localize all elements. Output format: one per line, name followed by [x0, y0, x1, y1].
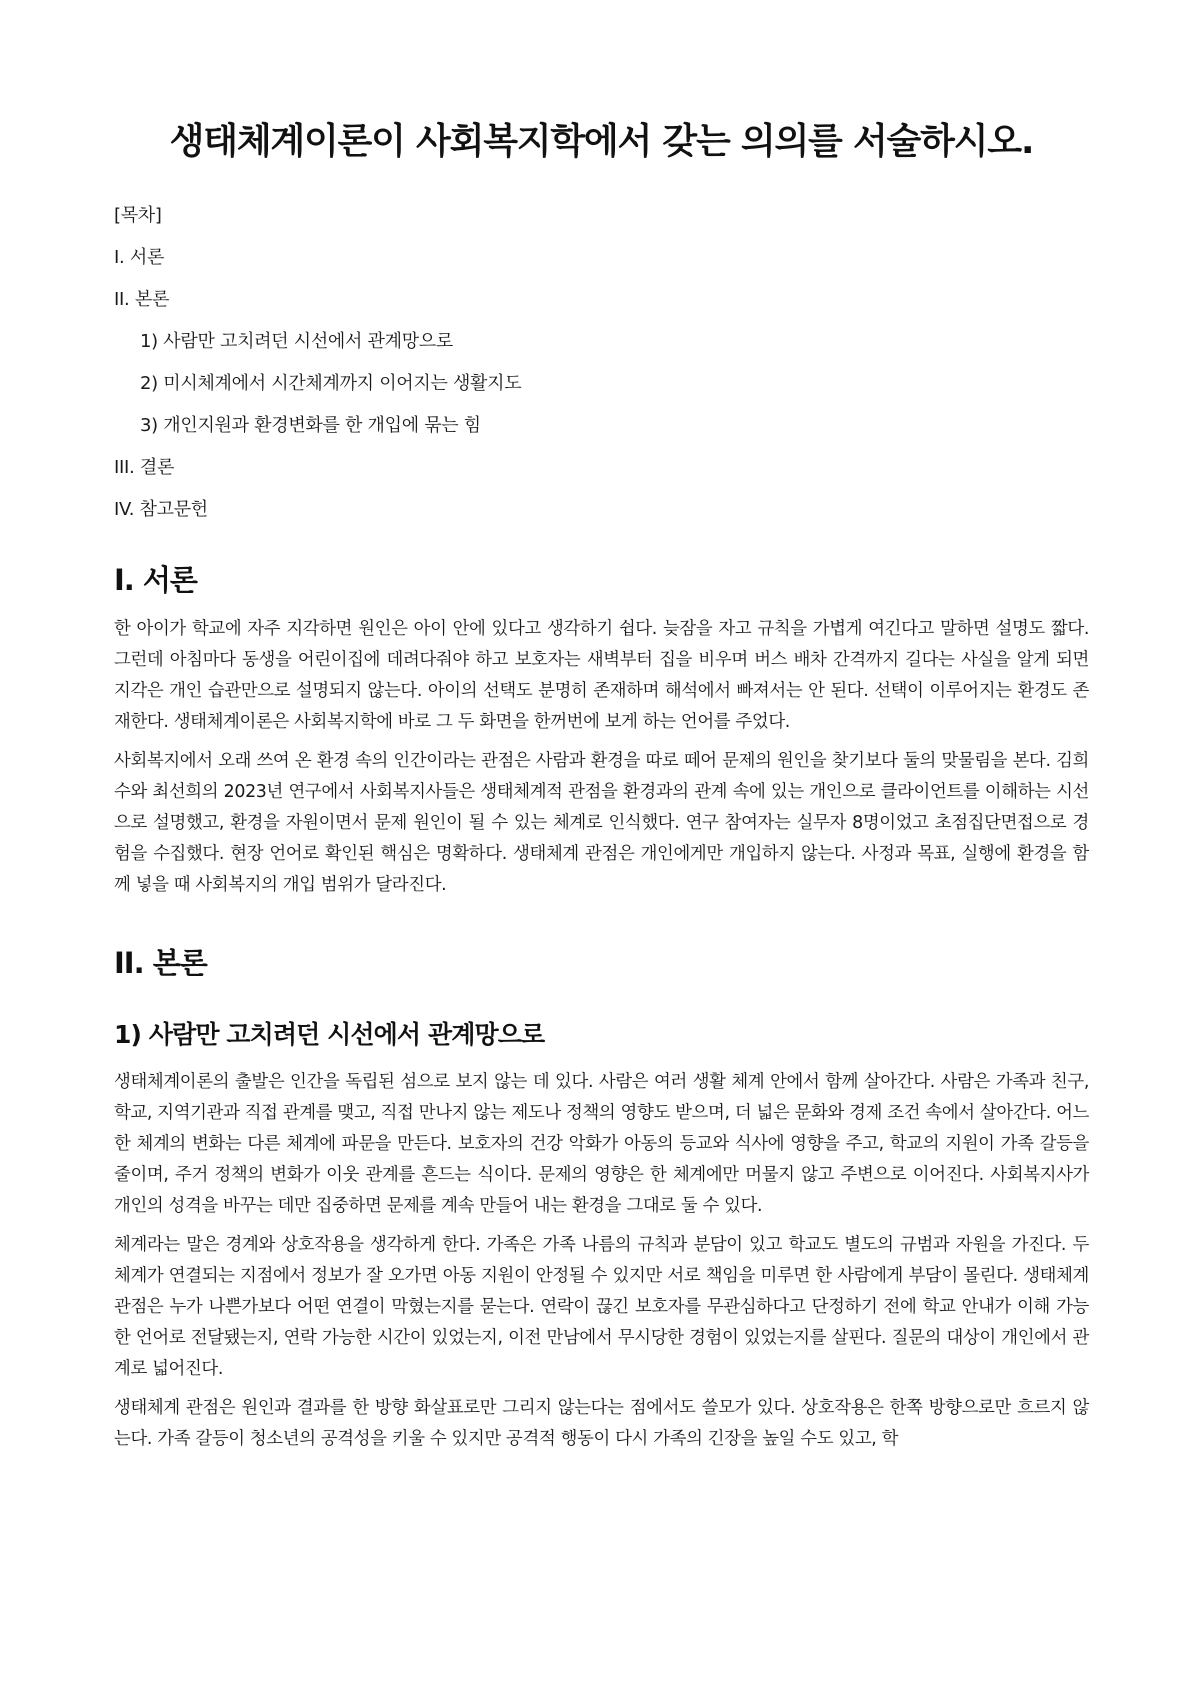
document-title: 생태체계이론이 사회복지학에서 갖는 의의를 서술하시오.	[169, 121, 1034, 162]
table-of-contents	[114, 204, 1089, 522]
section-heading-intro: I. 서론	[114, 563, 197, 597]
toc-item-intro: I. 서론	[114, 247, 165, 268]
section-intro	[114, 560, 1089, 901]
toc-item-body: II. 본론	[114, 289, 170, 310]
section-body	[114, 943, 1089, 1455]
toc-item-conclusion: III. 결론	[114, 457, 175, 478]
intro-paragraph-1: 한 아이가 학교에 자주 지각하면 원인은 아이 안에 있다고 생각하기 쉽다. 늦잠을 자고 규칙을 가볍게 여긴다고 말하면 설명도 짧다. 그런데 아침마다 동생을 어린이집에 데려다줘야 하고 보호자는 새벽부터 집을 비우며 버스 배차 간격까지 길다는 사실을 알게 되면 지각은 개인 습관만으로 설명되지 않는다. 아이의 선택도 분명히 존재하며 해석에서 빠져서는 안 된다. 선택이 이루어지는 환경도 존재한다. 생태체계이론은 사회복지학에 바로 그 두 화면을 한꺼번에 보게 하는 언어를 주었다.	[114, 619, 1089, 732]
body-paragraph-3: 생태체계 관점은 원인과 결과를 한 방향 화살표로만 그리지 않는다는 점에서도 쓸모가 있다. 상호작용은 한쪽 방향으로만 흐르지 않는다. 가족 갈등이 청소년의 공격성을 키울 수 있지만 공격적 행동이 다시 가족의 긴장을 높일 수도 있고, 학	[114, 1398, 1089, 1449]
toc-item-references: IV. 참고문헌	[114, 499, 208, 520]
toc-item-body-3: 3) 개인지원과 환경변화를 한 개입에 묶는 힘	[140, 415, 481, 436]
section-heading-body: II. 본론	[114, 946, 207, 980]
intro-paragraph-2: 사회복지에서 오래 쓰여 온 환경 속의 인간이라는 관점은 사람과 환경을 따로 떼어 문제의 원인을 찾기보다 둘의 맞물림을 본다. 김희수와 최선희의 2023년 연구에서 사회복지사들은 생태체계적 관점을 환경과의 관계 속에 있는 개인으로 클라이언트를 이해하는 시선으로 설명했고, 환경을 자원이면서 문제 원인이 될 수 있는 체계로 인식했다. 연구 참여자는 실무자 8명이었고 초점집단면접으로 경험을 수집했다. 현장 언어로 확인된 핵심은 명확하다. 생태체계 관점은 개인에게만 개입하지 않는다. 사정과 목표, 실행에 환경을 함께 넣을 때 사회복지의 개입 범위가 달라진다.	[114, 751, 1089, 895]
toc-heading: [목차]	[114, 205, 162, 226]
toc-item-body-1: 1) 사람만 고치려던 시선에서 관계망으로	[140, 331, 453, 352]
body-paragraph-2: 체계라는 말은 경계와 상호작용을 생각하게 한다. 가족은 가족 나름의 규칙과 분담이 있고 학교도 별도의 규범과 자원을 가진다. 두 체계가 연결되는 지점에서 정보가 잘 오가면 아동 지원이 안정될 수 있지만 서로 책임을 미루면 한 사람에게 부담이 몰린다. 생태체계 관점은 누가 나쁜가보다 어떤 연결이 막혔는지를 묻는다. 연락이 끊긴 보호자를 무관심하다고 단정하기 전에 학교 안내가 이해 가능한 언어로 전달됐는지, 연락 가능한 시간이 있었는지, 이전 만남에서 무시당한 경험이 있었는지를 살핀다. 질문의 대상이 개인에서 관계로 넓어진다.	[114, 1235, 1089, 1379]
body-paragraph-1: 생태체계이론의 출발은 인간을 독립된 섬으로 보지 않는 데 있다. 사람은 여러 생활 체계 안에서 함께 살아간다. 사람은 가족과 친구, 학교, 지역기관과 직접 관계를 맺고, 직접 만나지 않는 제도나 정책의 영향도 받으며, 더 넓은 문화와 경제 조건 속에서 살아간다. 어느 한 체계의 변화는 다른 체계에 파문을 만든다. 보호자의 건강 악화가 아동의 등교와 식사에 영향을 주고, 학교의 지원이 가족 갈등을 줄이며, 주거 정책의 변화가 이웃 관계를 흔드는 식이다. 문제의 영향은 한 체계에만 머물지 않고 주변으로 이어진다. 사회복지사가 개인의 성격을 바꾸는 데만 집중하면 문제를 계속 만들어 내는 환경을 그대로 둘 수 있다.	[114, 1072, 1089, 1216]
toc-item-body-2: 2) 미시체계에서 시간체계까지 이어지는 생활지도	[140, 373, 522, 394]
subsection-heading-1: 1) 사람만 고치려던 시선에서 관계망으로	[114, 1020, 545, 1049]
